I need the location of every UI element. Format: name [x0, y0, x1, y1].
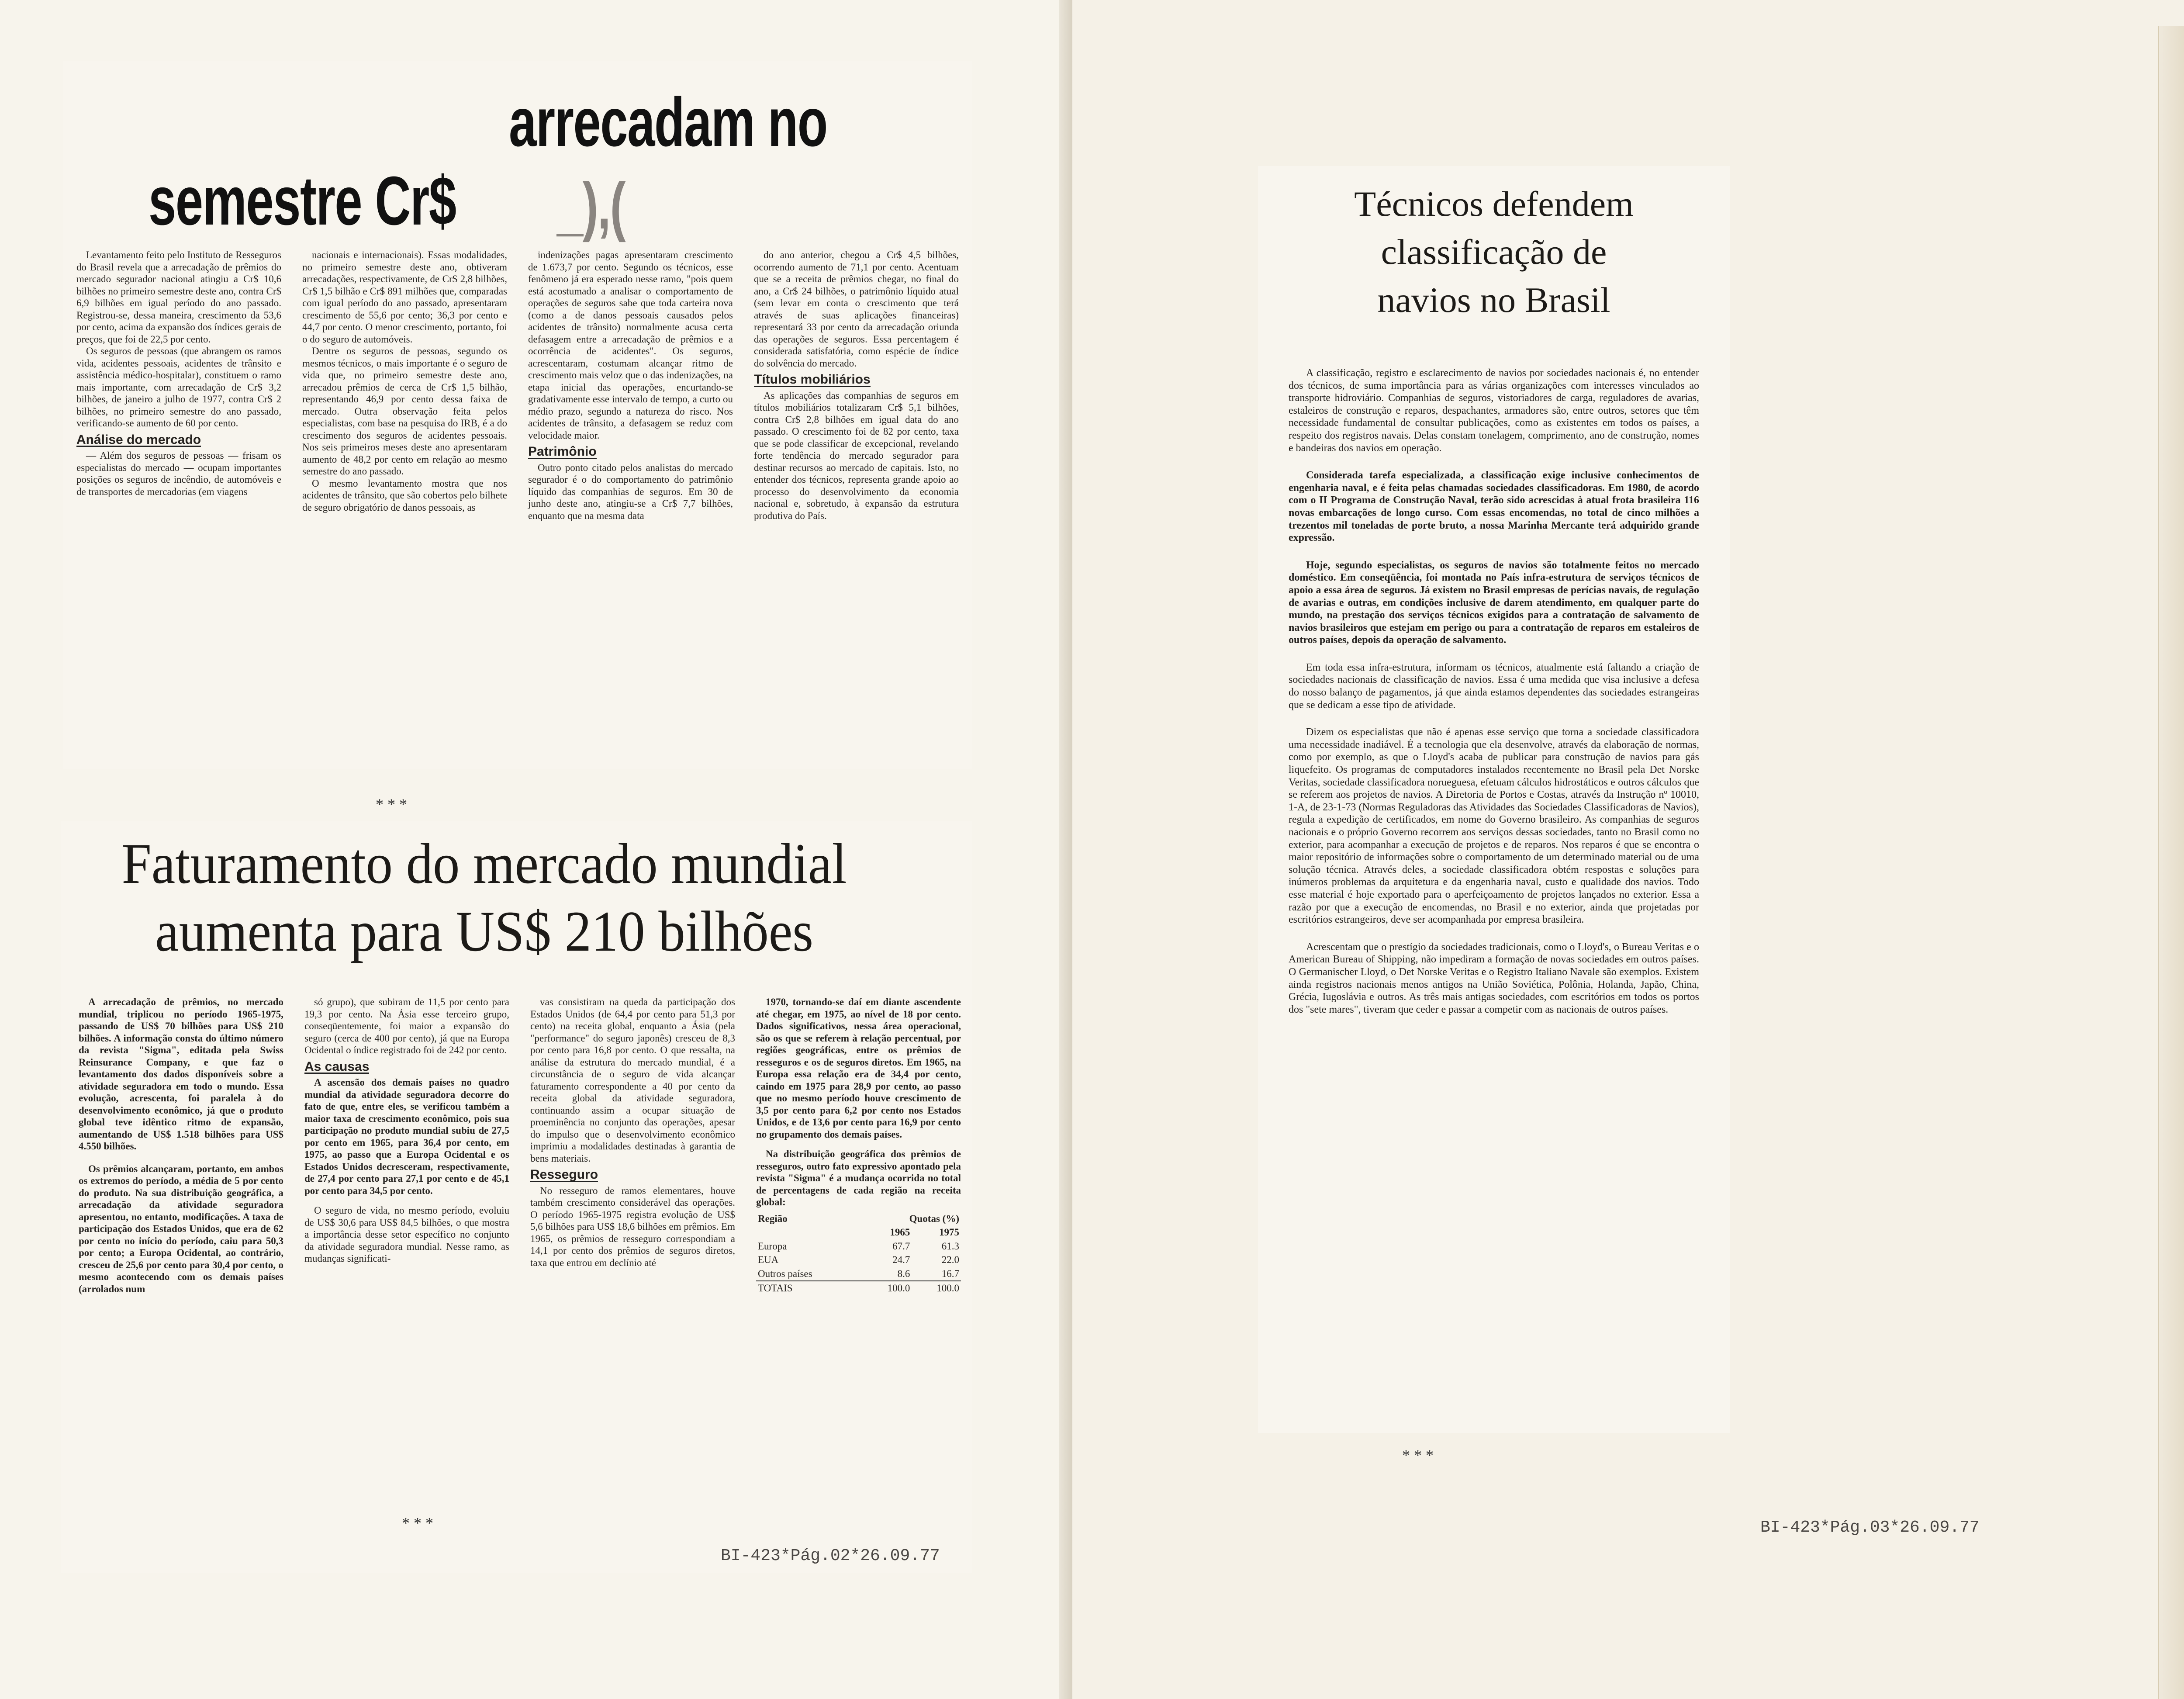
table-year: 1975: [939, 1227, 959, 1238]
article1-col4: [754, 249, 959, 522]
left-page: [0, 0, 1072, 1699]
headline-aumenta: aumenta para US$ 210 bilhões: [155, 899, 814, 963]
table-cell: 100.0: [863, 1281, 912, 1295]
paragraph: indenizações pagas apresentaram crescimento de 1.673,7 por cento. Segundo os técnicos, esse fenômeno já era esperado nesse ramo, "pois quem está acostumado a analisar o comportamento de operações de seguros sabe que toda carteira nova (como a de danos pessoais causados pelos acidentes de trânsito) normalmente acusa certa defasagem entre a arrecadação de prêmios e a ocorrência de acidentes". Os seguros, acrescentaram, costumam alcançar ritmo de crescimento mais veloz que o das indenizações, na etapa inicial das operações, encurtando-se gradativamente esse intervalo de tempo, a curto ou médio prazo, segundo a natureza do risco. Nos acidentes de trânsito, a defasagem se reduz com velocidade maior.: [528, 249, 733, 441]
paragraph: A arrecadação de prêmios, no mercado mundial, triplicou no período 1965-1975, passando de US$ 70 bilhões para US$ 210 bilhões. A informação consta do último número da revista "Sigma", editada pela Swiss Reinsurance Company, e que faz o levantamento dos dados disponíveis sobre a atividade seguradora em todo o mundo. Essa evolução, acrescenta, foi paralela à do desenvolvimento econômico, já que o produto global teve idêntico ritmo de expansão, aumentando de US$ 1.518 bilhões para US$ 4.550 bilhões.: [79, 997, 283, 1152]
paragraph: Os seguros de pessoas (que abrangem os ramos vida, acidentes pessoais, acidentes de trânsito e assistência médico-hospitalar), constituem o ramo mais importante, com arrecadação de Cr$ 3,2 bilhões, de janeiro a julho de 1977, contra Cr$ 2 bilhões, no primeiro semestre do ano passado, verificando-se aumento de 60 por cento.: [76, 346, 281, 429]
paragraph: No resseguro de ramos elementares, houve também crescimento considerável das operações. O período 1965-1975 registra evolução de US$ 5,6 bilhões para US$ 18,6 bilhões em prêmios. Em 1965, os prêmios de resseguro correspondiam a 14,1 por cento dos prêmios de seguros diretos, taxa que entrou em declínio até: [530, 1185, 735, 1268]
article2-col1: [79, 996, 283, 1295]
table-cell: Outros países: [758, 1268, 812, 1279]
article1-col1: [76, 249, 281, 522]
separator-stars-bottom: * * *: [402, 1514, 433, 1532]
table-cell: TOTAIS: [756, 1281, 863, 1295]
separator-stars-right: * * *: [1402, 1446, 1434, 1464]
page-footer-code-right: BI-423*Pág.03*26.09.77: [1760, 1518, 1980, 1537]
paragraph: As aplicações das companhias de seguros em títulos mobiliários totalizaram Cr$ 5,1 bilhões, contra Cr$ 2,8 bilhões em igual data do ano passado. O crescimento foi de 82 por cento, taxa que se pode classificar de excepcional, revelando forte tendência do mercado segurador para destinar recursos ao mercado de capitais. Isto, no entender dos técnicos, representa grande apoio ao processo do desenvolvimento da economia nacional e, sobretudo, à expansão da estrutura produtiva do País.: [754, 390, 959, 521]
subheading-titulos: Títulos mobiliários: [754, 372, 871, 387]
paragraph: só grupo), que subiram de 11,5 por cento para 19,3 por cento. Na Ásia esse terceiro grupo, conseqüentemente, foi maior a expansão do seguro (cerca de 400 por cento), já que na Europa Ocidental o índice registrado foi de 242 por cento.: [304, 997, 509, 1055]
paragraph: Levantamento feito pelo Instituto de Resseguros do Brasil revela que a arrecadação de prêmios do mercado segurador nacional atingiu a Cr$ 10,6 bilhões no primeiro semestre deste ano, contra Cr$ 6,9 bilhões em igual período do ano passado. Registrou-se, dessa maneira, crescimento da 53,6 por cento, acima da expansão dos índices gerais de preços, que foi de 22,5 por cento.: [76, 249, 281, 345]
subheading-resseguro: Resseguro: [530, 1167, 598, 1182]
article-clipping-navios: [1258, 166, 1730, 1433]
separator-stars: * * *: [376, 796, 407, 813]
article-clipping-arrecadacao: [63, 61, 972, 769]
article1-columns: [76, 249, 959, 522]
table-header-region: Região: [758, 1213, 788, 1224]
headline-tecnicos: Técnicos defendem: [1354, 184, 1634, 224]
right-page: [1072, 0, 2184, 1699]
quotas-table: [756, 1212, 961, 1295]
article2-columns: [79, 996, 961, 1295]
table-cell: 67.7: [892, 1240, 910, 1252]
paragraph: do ano anterior, chegou a Cr$ 4,5 bilhões, ocorrendo aumento de 71,1 por cento. Acentuam que se a receita de prêmios chegar, no final do ano, a Cr$ 24 bilhões, o patrimônio líquido atual (sem levar em conta o crescimento que terá através de suas aplicações financeiras) representará 33 por cento da arrecadação oriunda das operações de seguros. Essa percentagem é considerada satisfatória, como espécie de índice do solvência do mercado.: [754, 249, 959, 369]
paragraph: Dizem os especialistas que não é apenas esse serviço que torna a sociedade classificadora uma necessidade inadiável. É a tecnologia que ela desenvolve, através da elaboração de normas, como por exemplo, as que o Lloyd's acaba de publicar para construção de navios para gás liquefeito. Os programas de computadores instalados recentemente no Brasil pela Det Norske Veritas, sociedade classificadora norueguesa, efetuam cálculos hidrostáticos e outros cálculos que se referem aos projetos de navios. A Diretoria de Portos e Costas, através da Instrução nº 10010, 1-A, de 23-1-73 (Normas Reguladoras das Atividades das Sociedades Classificadoras de Navios), regula a expedição de certificados, em nome do Governo brasileiro. As companhias de seguros nacionais e o próprio Governo recorrem aos serviços dessas sociedades, tanto no Brasil como no exterior, para acompanhar a execução de projetos e de reparos. Nos reparos é que se encontra o maior repositório de informações sobre o comportamento de um determinado material ou de uma solução técnica. Através deles, a sociedade classificadora obtém respostas e soluções para inúmeros problemas da arquitetura e da engenharia naval, custo e qualidade dos navios. Todo esse material é hoje exportado para o aperfeiçoamento de projetos lançados no exterior. Essa a razão por que a execução de encomendas, no Brasil e no exterior, ainda que projetadas por escritórios estrangeiros, deve ser acompanhada por empresa brasileira.: [1289, 727, 1699, 926]
headline-semestre: semestre Cr$: [149, 163, 456, 239]
table-cell: 100.0: [912, 1281, 961, 1295]
table-row: [756, 1253, 961, 1267]
page-edge: [2158, 26, 2184, 1699]
paragraph: — Além dos seguros de pessoas — frisam os especialistas do mercado — ocupam importantes posições os seguros de incêndio, de automóveis e de transportes de mercadorias (em viagens: [76, 450, 281, 497]
table-cell: Europa: [758, 1240, 787, 1252]
table-year: 1965: [890, 1227, 910, 1238]
paragraph: Os prêmios alcançaram, portanto, em ambos os extremos do período, a média de 5 por cento do produto. Na sua distribuição geográfica, a arrecadação da atividade seguradora apresentou, no entanto, modificações. A taxa de participação dos Estados Unidos, que era de 62 por cento no início do período, caiu para 50,3 por cento; a Europa Ocidental, ao contrário, cresceu de 25,6 por cento para 30,4 por cento, o mesmo acontecendo com os demais países (arrolados num: [79, 1163, 283, 1294]
headline-faturamento: Faturamento do mercado mundial: [121, 831, 847, 896]
paragraph: Considerada tarefa especializada, a classificação exige inclusive conhecimentos de engenharia naval, e é feita pelas chamadas sociedades classificadoras. Em 1980, de acordo com o II Programa de Construção Naval, terão sido acrescidas à atual frota brasileira 116 novas embarcações de longo curso. Com essas encomendas, no total de cinco milhões a trezentos mil toneladas de porte bruto, a nossa Marinha Mercante terá adquirido grande expressão.: [1289, 470, 1699, 544]
table-cell: EUA: [758, 1254, 779, 1265]
paragraph: Hoje, segundo especialistas, os seguros de navios são totalmente feitos no mercado doméstico. Em conseqüência, foi montada no País infra-estrutura de serviços técnicos de apoio a essa área de seguros. Já existem no Brasil empresas de perícias navais, de regulação de avarias e outras, em condições inclusive de darem atendimento, em qualquer parte do mundo, na prestação dos serviços técnicos exigidos para a contratação de salvamento de navios brasileiros que estejam em perigo ou para a contratação de reparos em estaleiros de outros países, depois da operação de salvamento.: [1289, 559, 1699, 646]
article-clipping-faturamento: [61, 821, 972, 1573]
subheading-patrimonio: Patrimônio: [528, 444, 597, 459]
paragraph: 1970, tornando-se daí em diante ascendente até chegar, em 1975, ao nível de 18 por cento. Dados significativos, nessa área operacional, são os que se referem à relação percentual, por regiões geográficas, entre os prêmios de resseguros e os de seguros diretos. Em 1965, na Europa essa relação era de 34,4 por cento, caindo em 1975 para 28,9 por cento, ao passo que no mesmo período houve crescimento de 3,5 por cento para 6,2 por cento nos Estados Unidos, e de 13,6 por cento para 16,9 por cento no grupamento dos demais países.: [756, 997, 961, 1140]
table-cell: 22.0: [941, 1254, 959, 1265]
headline-fragment: _),(: [557, 169, 625, 242]
table-row: [756, 1267, 961, 1281]
table-header-quotas: Quotas (%): [909, 1213, 959, 1224]
headline-arrecadam: arrecadam no: [509, 84, 827, 161]
paragraph: A classificação, registro e esclarecimento de navios por sociedades nacionais é, no entender dos técnicos, de suma importância para as várias organizações com interesses vinculados ao transporte hidroviário. Companhias de seguros, vistoriadores de carga, reguladores de avarias, estaleiros de construção e reparos, despachantes, armadores são, entre outros, setores que têm necessidade fundamental de consultar publicações, como as existentes em todos os países, a respeito dos registros navais. Delas constam tonelagem, comprimento, ano de construção, nomes e bandeiras dos navios em operação.: [1289, 367, 1699, 454]
article2-col4: [756, 996, 961, 1295]
table-cell: 61.3: [941, 1240, 959, 1252]
table-cell: 8.6: [897, 1268, 910, 1279]
article1-col2: [302, 249, 507, 522]
paragraph: O mesmo levantamento mostra que nos acidentes de trânsito, que são cobertos pelo bilhete de seguro obrigatório de danos pessoais, as: [302, 478, 507, 513]
subheading-analise: Análise do mercado: [76, 432, 201, 447]
article1-col3: [528, 249, 733, 522]
paragraph: nacionais e internacionais). Essas modalidades, no primeiro semestre deste ano, obtiveram arrecadações, respectivamente, de Cr$ 2,8 bilhões, Cr$ 1,5 bilhão e Cr$ 891 milhões que, comparadas com igual período do ano passado, apresentaram crescimento de 55,6 por cento; 36,3 por cento e 44,7 por cento. O menor crescimento, portanto, foi o do seguro de automóveis.: [302, 249, 507, 345]
paragraph: Acrescentam que o prestígio da sociedades tradicionais, como o Lloyd's, o Bureau Veritas e o American Bureau of Shipping, não impediram a formação de novas sociedades em outros países. O Germanischer Lloyd, o Det Norske Veritas e o Registro Italiano Navale são exemplos. Existem ainda registros nacionais menos antigos na União Soviética, Polônia, Holanda, Japão, China, Grécia, Iugoslávia e outros. As três mais antigas sociedades, com escritórios em todos os portos dos "sete mares", tiveram que ceder e passar a competir com as nacionais de outros países.: [1289, 941, 1699, 1015]
paragraph: Na distribuição geográfica dos prêmios de resseguros, outro fato expressivo apontado pela revista "Sigma" é a mudança ocorrida no total de percentagens de cada região na receita global:: [756, 1149, 961, 1208]
headline-navios: navios no Brasil: [1377, 280, 1610, 320]
table-row: [756, 1239, 961, 1253]
paragraph: Dentre os seguros de pessoas, segundo os mesmos técnicos, o mais importante é o seguro de vida que, no primeiro semestre deste ano, arrecadou prêmios de cerca de Cr$ 1,5 bilhão, representando 46,9 por cento dessa faixa de mercado. Outra observação feita pelos especialistas, com base na pesquisa do IRB, é a do crescimento dos seguros de acidentes pessoais. Nos seis primeiros meses deste ano apresentaram aumento de 48,2 por cento em relação ao mesmo semestre do ano passado.: [302, 346, 507, 477]
table-header-years: [756, 1225, 961, 1239]
table-cell: 16.7: [941, 1268, 959, 1279]
article-body-navios: [1289, 367, 1699, 1031]
table-header-row: [756, 1212, 961, 1226]
headline-classificacao: classificação de: [1381, 232, 1607, 272]
article2-col3: [530, 996, 735, 1295]
paragraph: A ascensão dos demais países no quadro mundial da atividade seguradora decorre do fato de que, entre eles, se verificou também a maior taxa de crescimento econômico, pois sua participação no produto mundial subiu de 27,5 por cento em 1965, para 36,4 por cento, em 1975, ao passo que a Europa Ocidental e os Estados Unidos decresceram, respectivamente, de 27,4 por cento para 27,1 por cento e de 45,1 por cento para 34,5 por cento.: [304, 1077, 509, 1196]
article2-col2: [304, 996, 509, 1295]
paragraph: Outro ponto citado pelos analistas do mercado segurador é o do comportamento do patrimônio líquido das companhias de seguros. Em 30 de junho deste ano, atingiu-se a Cr$ 7,7 bilhões, enquanto que na mesma data: [528, 462, 733, 521]
table-cell: 24.7: [892, 1254, 910, 1265]
page-footer-code: BI-423*Pág.02*26.09.77: [721, 1547, 940, 1565]
paragraph: Em toda essa infra-estrutura, informam os técnicos, atualmente está faltando a criação de sociedades nacionais de classificação de navios. Essa é uma medida que visa inclusive a defesa do nosso balanço de pagamentos, já que ainda estamos dependentes das sociedades estrangeiras que se dedicam a esse tipo de atividade.: [1289, 661, 1699, 711]
paragraph: vas consistiram na queda da participação dos Estados Unidos (de 64,4 por cento para 51,3 por cento) na receita global, enquanto a Ásia (pela "performance" do seguro japonês) cresceu de 8,3 por cento para 16,8 por cento. O que ressalta, na análise da estrutura do mercado mundial, é a circunstância de o seguro de vida alcançar faturamento correspondente a 40 por cento da receita global da atividade seguradora, continuando assim a ocupar situação de proeminência no conjunto das operações, apesar do impulso que o desenvolvimento econômico imprimiu a modalidades destinadas à garantia de bens materiais.: [530, 997, 735, 1164]
paragraph: O seguro de vida, no mesmo período, evoluiu de US$ 30,6 para US$ 84,5 bilhões, o que mostra a importância desse setor específico no conjunto da atividade seguradora mundial. Nesse ramo, as mudanças significati-: [304, 1205, 509, 1264]
table-total-row: [756, 1281, 961, 1295]
subheading-causas: As causas: [304, 1059, 370, 1074]
